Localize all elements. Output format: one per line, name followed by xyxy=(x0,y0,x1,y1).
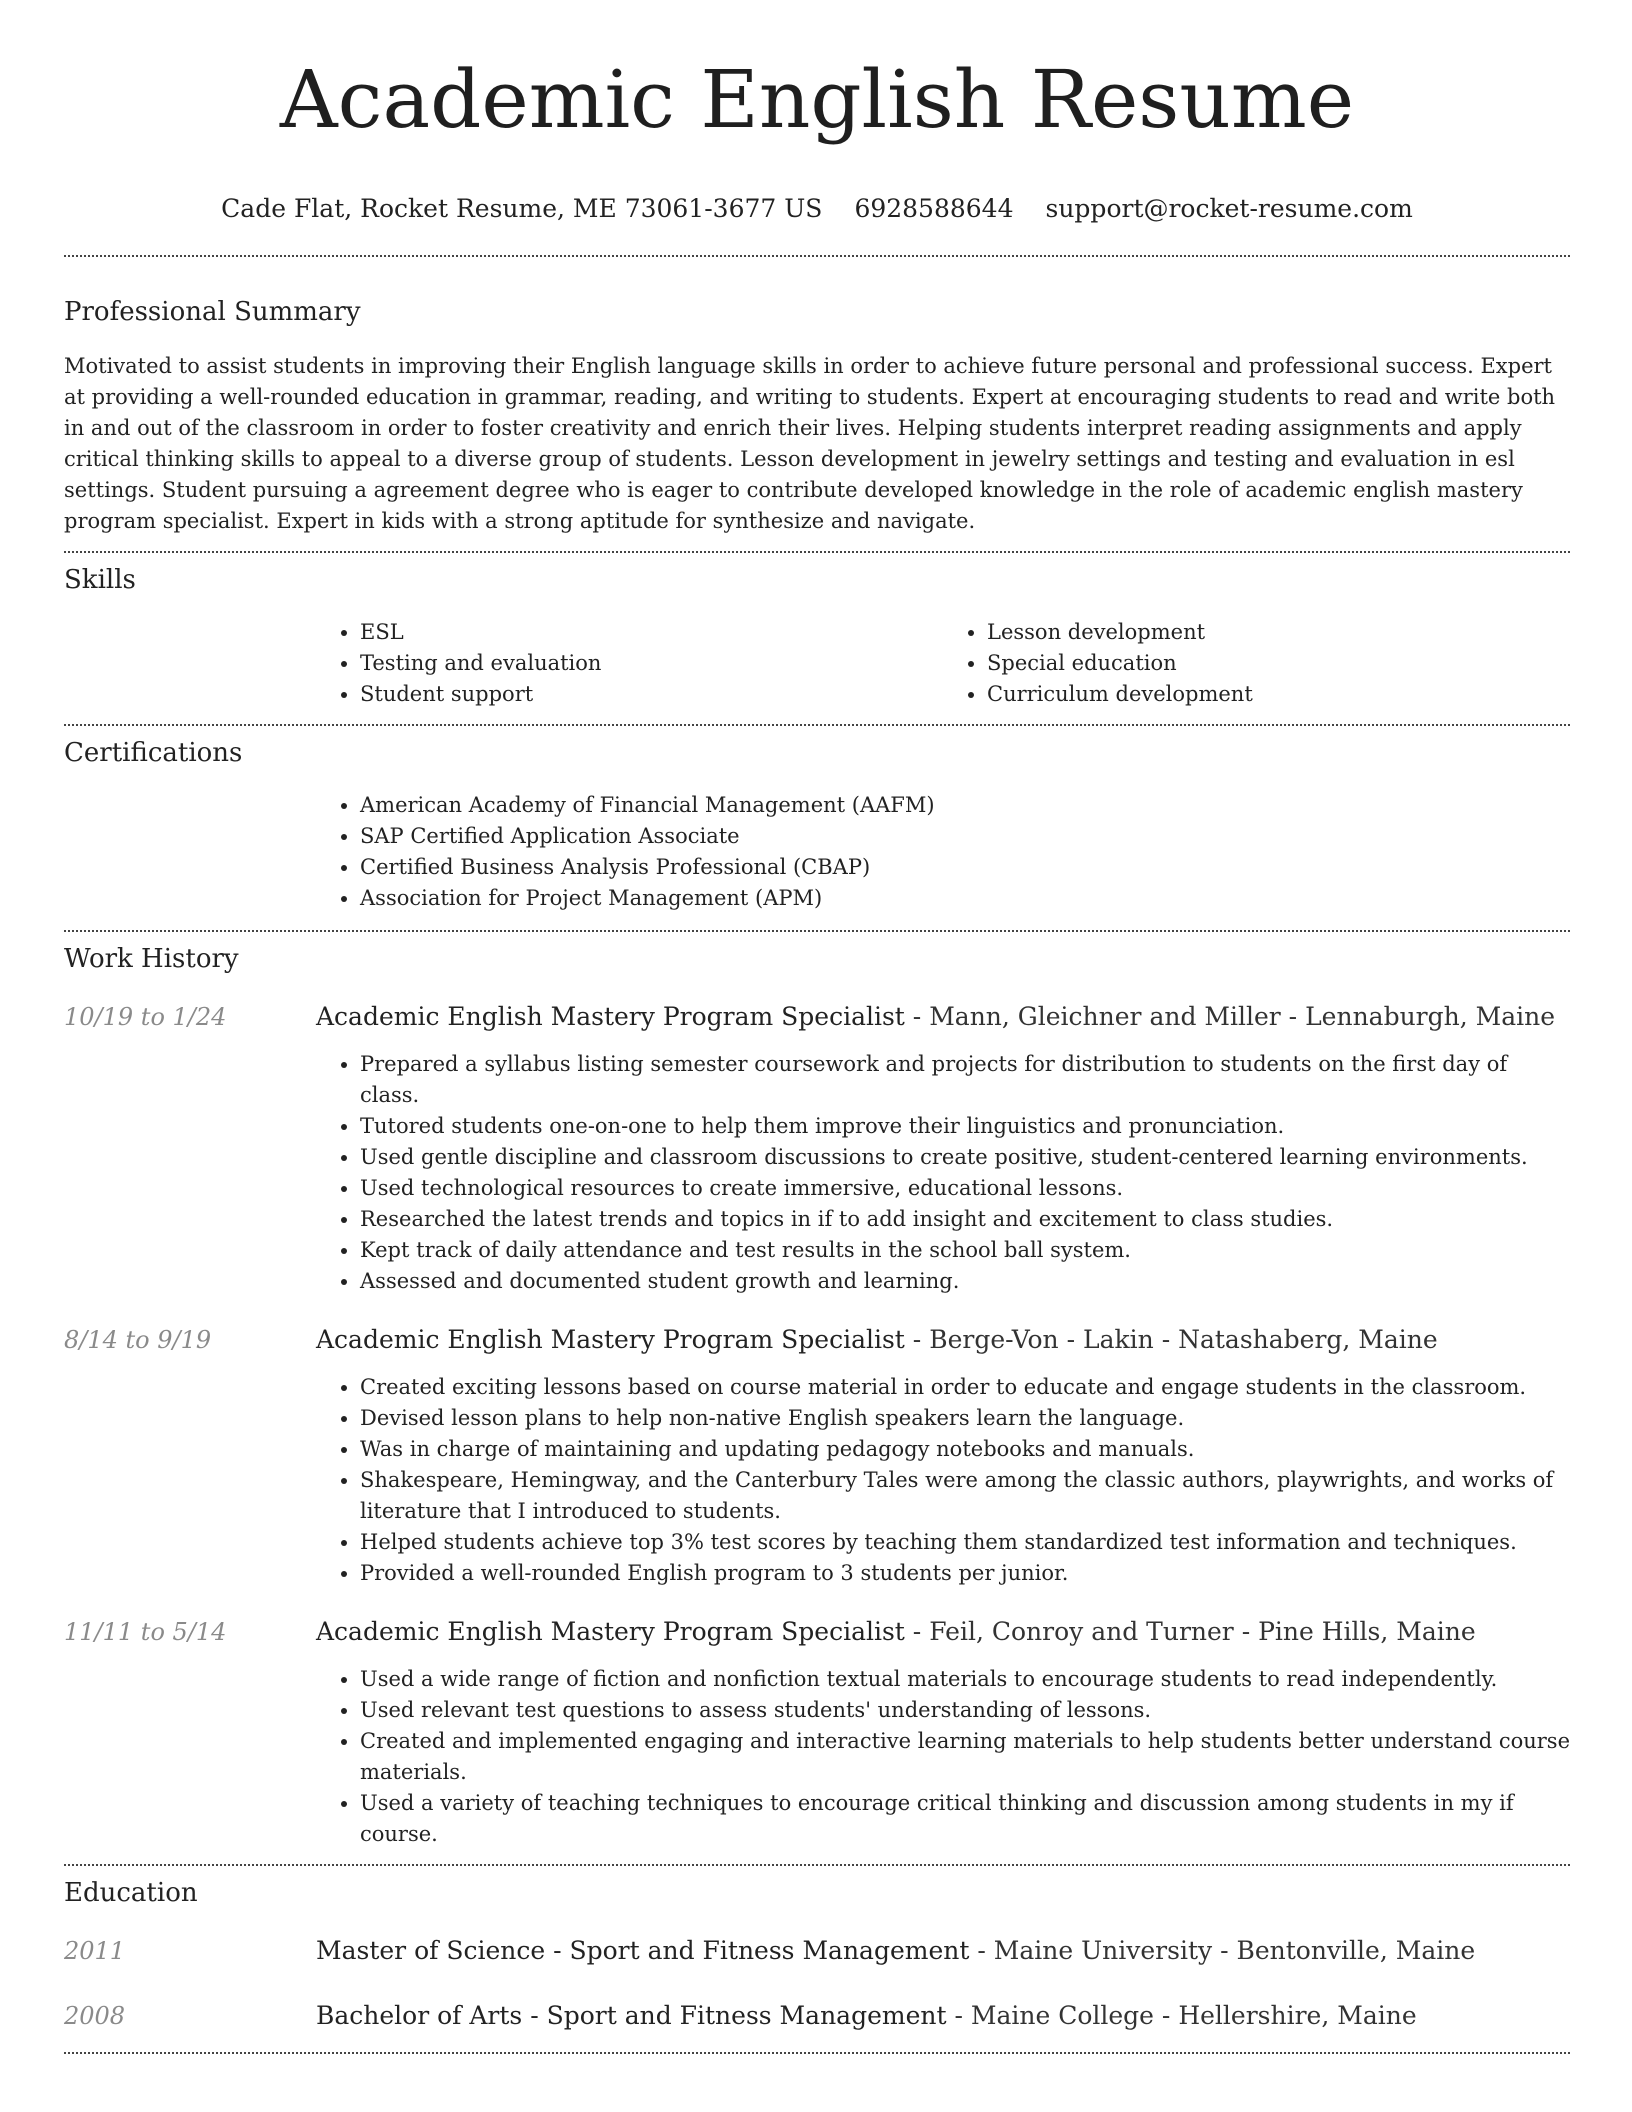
job-employer-location: - Berge-Von - Lakin - Natashaberg, Maine xyxy=(904,1324,1438,1354)
job-bullets xyxy=(316,1372,1570,1589)
job-bullet: • Prepared a syllabus listing semester coursework and projects for distribution to students on the first day of class. xyxy=(360,1049,1570,1111)
job-title xyxy=(316,1325,1438,1354)
resume-page xyxy=(64,0,1570,2054)
job-role: Academic English Mastery Program Specialist xyxy=(316,1001,905,1031)
job-dates: 11/11 to 5/14 xyxy=(64,1617,227,1646)
skills-heading: Skills xyxy=(64,564,136,595)
skill-item: • Curriculum development xyxy=(987,679,1570,710)
job-bullet: • Used relevant test questions to assess students' understanding of lessons. xyxy=(360,1695,1570,1726)
education-title xyxy=(316,2001,1417,2030)
contact-phone: 6928588644 xyxy=(854,193,1014,223)
job-dates: 10/19 to 1/24 xyxy=(64,1002,227,1031)
job-role: Academic English Mastery Program Specialist xyxy=(316,1616,905,1646)
skills-grid xyxy=(316,617,1570,710)
education-entry xyxy=(64,1936,1570,1965)
work-heading: Work History xyxy=(64,943,239,974)
job-bullets xyxy=(316,1664,1570,1850)
job-employer-location: - Mann, Gleichner and Miller - Lennaburgh, Maine xyxy=(904,1001,1556,1031)
summary-heading: Professional Summary xyxy=(64,296,361,327)
section-divider xyxy=(64,724,1570,726)
job-bullet: • Used gentle discipline and classroom discussions to create positive, student-centered learning environments. xyxy=(360,1142,1570,1173)
certifications-list xyxy=(316,790,1570,914)
skills-section xyxy=(64,565,1570,710)
education-degree: Master of Science - Sport and Fitness Management xyxy=(316,1935,970,1965)
job-bullet: • Tutored students one-on-one to help them improve their linguistics and pronunciation. xyxy=(360,1111,1570,1142)
contact-line xyxy=(64,194,1570,223)
contact-email: support@rocket-resume.com xyxy=(1045,193,1413,223)
education-entry xyxy=(64,2001,1570,2030)
job-dates: 8/14 to 9/19 xyxy=(64,1325,212,1354)
contact-address: Cade Flat, Rocket Resume, ME 73061-3677 US xyxy=(221,193,823,223)
education-school-location: - Maine College - Hellershire, Maine xyxy=(946,2000,1417,2030)
certifications-section xyxy=(64,738,1570,914)
summary-text: Motivated to assist students in improving their English language skills in order to achieve future personal and professional success. Expert at providing a well-rounded education in grammar, reading, and writing to students. Expert at encouraging students to read and write both in and out of the classroom in order to foster creativity and enrich their lives. Helping students interpret reading assignments and apply critical thinking skills to appeal to a diverse group of students. Lesson development in jewelry settings and testing and evaluation in esl settings. Student pursuing a agreement degree who is eager to contribute developed knowledge in the role of academic english mastery program specialist. Expert in kids with a strong aptitude for synthesize and navigate. xyxy=(64,353,1556,533)
certification-item: • Association for Project Management (APM) xyxy=(360,883,1570,914)
job-bullet: • Kept track of daily attendance and test results in the school ball system. xyxy=(360,1235,1570,1266)
job-bullet: • Provided a well-rounded English program to 3 students per junior. xyxy=(360,1558,1570,1589)
work-section xyxy=(64,944,1570,1850)
education-degree: Bachelor of Arts - Sport and Fitness Management xyxy=(316,2000,947,2030)
education-year: 2011 xyxy=(64,1936,126,1965)
job-title xyxy=(316,1002,1555,1031)
skills-list-left xyxy=(316,617,943,710)
certifications-heading: Certifications xyxy=(64,737,243,768)
skill-item: • Testing and evaluation xyxy=(360,648,943,679)
education-title xyxy=(316,1936,1475,1965)
skill-item: • Lesson development xyxy=(987,617,1570,648)
job-employer-location: - Feil, Conroy and Turner - Pine Hills, Maine xyxy=(904,1616,1476,1646)
certification-item: • American Academy of Financial Management (AAFM) xyxy=(360,790,1570,821)
education-heading: Education xyxy=(64,1877,198,1908)
job-header xyxy=(64,1325,1570,1354)
section-divider xyxy=(64,551,1570,553)
job-bullet: • Researched the latest trends and topics in if to add insight and excitement to class studies. xyxy=(360,1204,1570,1235)
section-divider xyxy=(64,255,1570,257)
job-bullet: • Shakespeare, Hemingway, and the Canterbury Tales were among the classic authors, playwrights, and works of literature that I introduced to students. xyxy=(360,1465,1570,1527)
job-bullets xyxy=(316,1049,1570,1297)
skill-item: • ESL xyxy=(360,617,943,648)
education-school-location: - Maine University - Bentonville, Maine xyxy=(969,1935,1476,1965)
job-bullet: • Used technological resources to create immersive, educational lessons. xyxy=(360,1173,1570,1204)
job-entry xyxy=(64,1617,1570,1850)
section-divider xyxy=(64,1864,1570,1866)
job-entry xyxy=(64,1325,1570,1589)
education-section xyxy=(64,1878,1570,2030)
job-bullet: • Devised lesson plans to help non-native English speakers learn the language. xyxy=(360,1403,1570,1434)
job-bullet: • Used a variety of teaching techniques to encourage critical thinking and discussion among students in my if course. xyxy=(360,1788,1570,1850)
skill-item: • Special education xyxy=(987,648,1570,679)
job-role: Academic English Mastery Program Specialist xyxy=(316,1324,905,1354)
job-header xyxy=(64,1002,1570,1031)
section-divider xyxy=(64,930,1570,932)
job-title xyxy=(316,1617,1476,1646)
job-bullet: • Helped students achieve top 3% test scores by teaching them standardized test information and techniques. xyxy=(360,1527,1570,1558)
certification-item: • SAP Certified Application Associate xyxy=(360,821,1570,852)
job-bullet: • Created exciting lessons based on course material in order to educate and engage students in the classroom. xyxy=(360,1372,1570,1403)
certification-item: • Certified Business Analysis Professional (CBAP) xyxy=(360,852,1570,883)
job-header xyxy=(64,1617,1570,1646)
skill-item: • Student support xyxy=(360,679,943,710)
job-bullet: • Was in charge of maintaining and updating pedagogy notebooks and manuals. xyxy=(360,1434,1570,1465)
summary-section xyxy=(64,297,1570,537)
resume-name: Academic English Resume xyxy=(279,53,1355,146)
job-bullet: • Assessed and documented student growth and learning. xyxy=(360,1266,1570,1297)
job-bullet: • Used a wide range of fiction and nonfiction textual materials to encourage students to read independently. xyxy=(360,1664,1570,1695)
job-bullet: • Created and implemented engaging and interactive learning materials to help students better understand course materials. xyxy=(360,1726,1570,1788)
section-divider xyxy=(64,2052,1570,2054)
skills-list-right xyxy=(943,617,1570,710)
job-entry xyxy=(64,1002,1570,1297)
education-year: 2008 xyxy=(64,2001,126,2030)
